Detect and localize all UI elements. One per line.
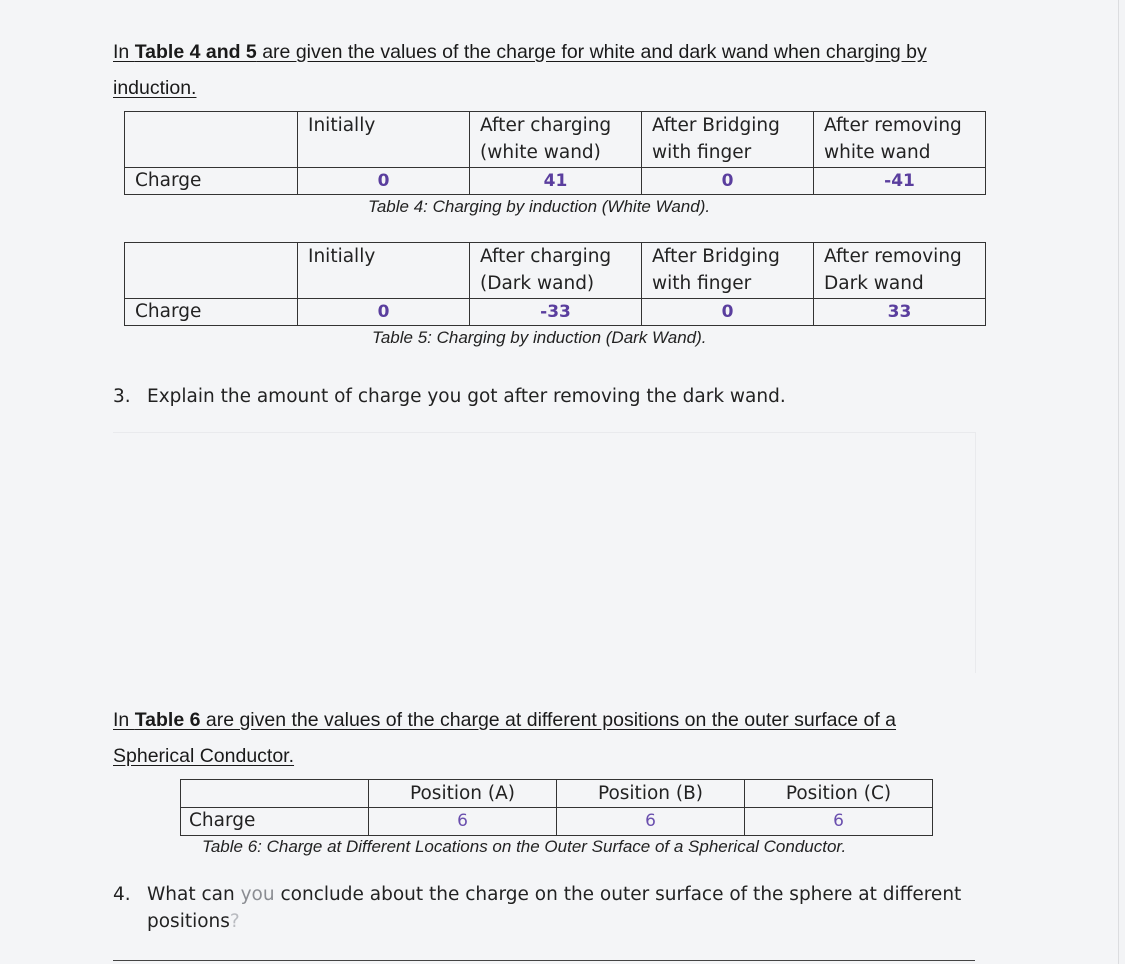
intro2-bold: Table 6 <box>134 709 201 731</box>
table-5-value-after-bridging: 0 <box>642 299 814 326</box>
table-6-row-label: Charge <box>181 808 369 836</box>
table-6 <box>180 779 933 836</box>
question-4-number: 4. <box>113 884 131 905</box>
table-4-header-row <box>125 112 986 168</box>
intro-paragraph-tables-4-5 <box>113 34 927 106</box>
table-5-header-initially: Initially <box>298 243 470 299</box>
table-6-value-position-b: 6 <box>557 808 745 836</box>
table-4-charge-row <box>125 168 986 195</box>
table-4-value-after-removing: -41 <box>814 168 986 195</box>
intro1-bold: Table 4 and 5 <box>134 41 257 63</box>
question-4-question-mark: ? <box>229 911 240 932</box>
table-5-header-after-bridging: After Bridging with finger <box>642 243 814 299</box>
intro1-pre: In <box>113 41 135 63</box>
question-4-text-positions: positions <box>147 911 230 932</box>
table-4-row-label: Charge <box>125 168 298 195</box>
table-6-value-position-a: 6 <box>369 808 557 836</box>
table-6-header-row <box>181 780 933 808</box>
table-5-header-row <box>125 243 986 299</box>
table-6-empty-cell <box>181 780 369 808</box>
table-5-header-after-removing: After removing Dark wand <box>814 243 986 299</box>
table-5-value-after-removing: 33 <box>814 299 986 326</box>
table-4-header-after-charging: After charging (white wand) <box>470 112 642 168</box>
table-5-value-initially: 0 <box>298 299 470 326</box>
table-4-value-after-charging: 41 <box>470 168 642 195</box>
table-4-caption: Table 4: Charging by induction (White Wand). <box>368 197 711 216</box>
table-6-header-position-a: Position (A) <box>369 780 557 808</box>
intro1-line2: induction. <box>113 77 197 99</box>
table-4-header-after-bridging: After Bridging with finger <box>642 112 814 168</box>
table-5-caption: Table 5: Charging by induction (Dark Wand). <box>372 328 707 347</box>
intro2-pre: In <box>113 709 135 731</box>
table-5-value-after-charging: -33 <box>470 299 642 326</box>
question-4-text-a: What can <box>147 884 241 905</box>
table-4-value-initially: 0 <box>298 168 470 195</box>
table-5-header-after-charging: After charging (Dark wand) <box>470 243 642 299</box>
table-4-header-initially: Initially <box>298 112 470 168</box>
question-3-number: 3. <box>113 386 131 407</box>
intro2-rest: are given the values of the charge at different positions on the outer surface of a <box>200 709 897 731</box>
question-4 <box>113 881 961 935</box>
question-4-text-you: you <box>240 884 275 905</box>
table-4 <box>124 111 986 195</box>
table-5-row-label: Charge <box>125 299 298 326</box>
table-6-header-position-c: Position (C) <box>745 780 933 808</box>
intro-paragraph-table-6 <box>113 702 896 774</box>
table-6-charge-row <box>181 808 933 836</box>
table-5 <box>124 242 986 326</box>
question-3 <box>113 383 786 410</box>
answer-line-question-4 <box>113 960 975 961</box>
table-6-value-position-c: 6 <box>745 808 933 836</box>
intro2-line2: Spherical Conductor. <box>113 745 295 767</box>
question-3-text: Explain the amount of charge you got after removing the dark wand. <box>147 386 786 407</box>
table-6-caption: Table 6: Charge at Different Locations on the Outer Surface of a Spherical Conductor. <box>202 837 847 856</box>
table-6-header-position-b: Position (B) <box>557 780 745 808</box>
question-4-text-b: conclude about the charge on the outer surface of the sphere at different <box>274 884 962 905</box>
table-4-header-after-removing: After removing white wand <box>814 112 986 168</box>
table-5-empty-cell <box>125 243 298 299</box>
table-5-charge-row <box>125 299 986 326</box>
answer-area-question-3[interactable] <box>113 432 976 673</box>
table-4-value-after-bridging: 0 <box>642 168 814 195</box>
intro1-rest: are given the values of the charge for white and dark wand when charging by <box>256 41 927 63</box>
table-4-empty-cell <box>125 112 298 168</box>
